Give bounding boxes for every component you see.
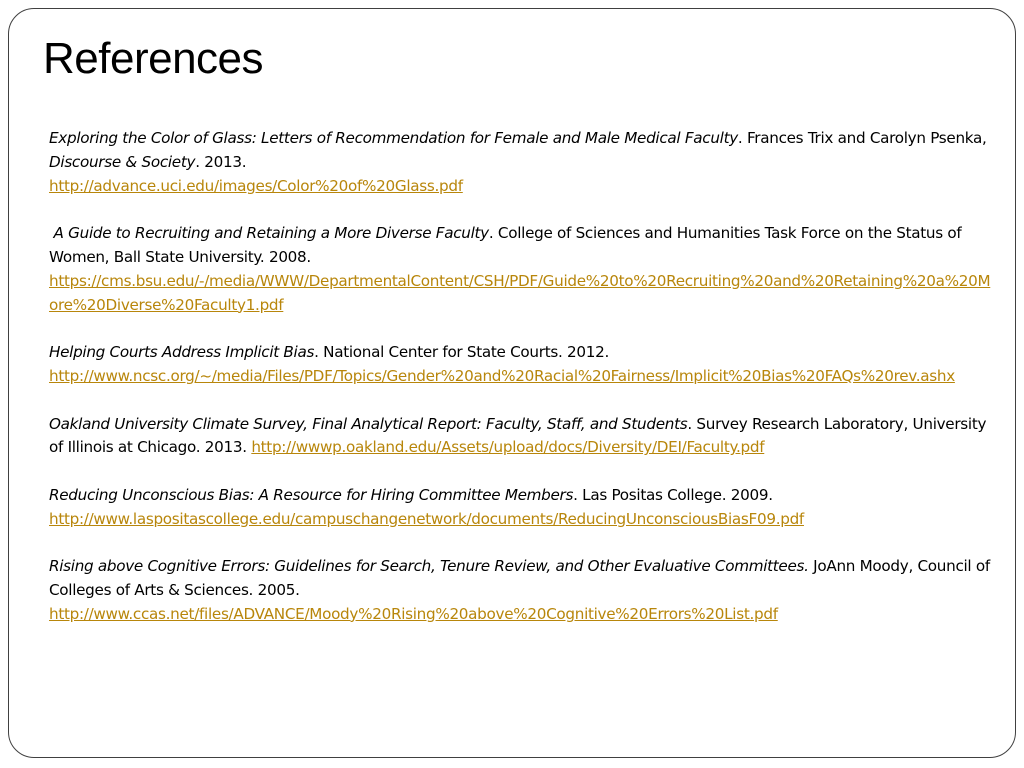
reference-item bbox=[49, 484, 999, 532]
reference-link[interactable]: http://www.laspositascollege.edu/campuschangenetwork/documents/ReducingUnconsciousBiasF09.pdf bbox=[49, 509, 804, 528]
reference-item bbox=[49, 222, 999, 317]
reference-title: Oakland University Climate Survey, Final Analytical Report: Faculty, Staff, and Students bbox=[49, 414, 688, 433]
reference-item bbox=[49, 341, 999, 389]
reference-journal: Discourse & Society bbox=[49, 152, 196, 171]
reference-link[interactable]: http://advance.uci.edu/images/Color%20of%20Glass.pdf bbox=[49, 176, 463, 195]
reference-item bbox=[49, 555, 999, 626]
reference-title: A Guide to Recruiting and Retaining a More Diverse Faculty bbox=[53, 224, 489, 243]
reference-title: Helping Courts Address Implicit Bias bbox=[49, 343, 315, 362]
slide bbox=[8, 8, 1016, 758]
slide-title: References bbox=[43, 34, 264, 83]
reference-details: . Survey Research Laboratory, University of Illinois at Chicago. 2013. bbox=[49, 414, 987, 457]
reference-link[interactable]: http://wwwp.oakland.edu/Assets/upload/docs/Diversity/DEI/Faculty.pdf bbox=[251, 438, 765, 457]
reference-link[interactable]: https://cms.bsu.edu/-/media/WWW/DepartmentalContent/CSH/PDF/Guide%20to%20Recruiting%20and%20Retaining%20a%20More%20Diverse%20Faculty1.pdf bbox=[49, 271, 991, 314]
reference-details: . College of Sciences and Humanities Task Force on the Status of Women, Ball State University. 2008. bbox=[49, 224, 962, 266]
reference-title: Reducing Unconscious Bias: A Resource for Hiring Committee Members bbox=[49, 485, 574, 504]
reference-link[interactable]: http://www.ncsc.org/~/media/Files/PDF/Topics/Gender%20and%20Racial%20Fairness/Implicit%20Bias%20FAQs%20rev.ashx bbox=[49, 366, 955, 385]
reference-title: Exploring the Color of Glass: Letters of Recommendation for Female and Male Medical Faculty bbox=[49, 129, 738, 147]
reference-title: Rising above Cognitive Errors: Guidelines for Search, Tenure Review, and Other Evaluative Committees. bbox=[49, 557, 809, 576]
reference-item bbox=[49, 127, 999, 198]
reference-item bbox=[49, 413, 999, 461]
reference-year: . 2013. bbox=[195, 152, 247, 171]
reference-details: JoAnn Moody, Council of Colleges of Arts & Sciences. 2005. bbox=[49, 557, 990, 600]
reference-details: . Las Positas College. 2009. bbox=[573, 485, 773, 504]
reference-list bbox=[49, 127, 999, 651]
reference-details: . National Center for State Courts. 2012. bbox=[314, 343, 609, 362]
reference-link[interactable]: http://www.ccas.net/files/ADVANCE/Moody%20Rising%20above%20Cognitive%20Errors%20List.pdf bbox=[49, 604, 778, 623]
reference-details: . Frances Trix and Carolyn Psenka, bbox=[737, 129, 987, 147]
